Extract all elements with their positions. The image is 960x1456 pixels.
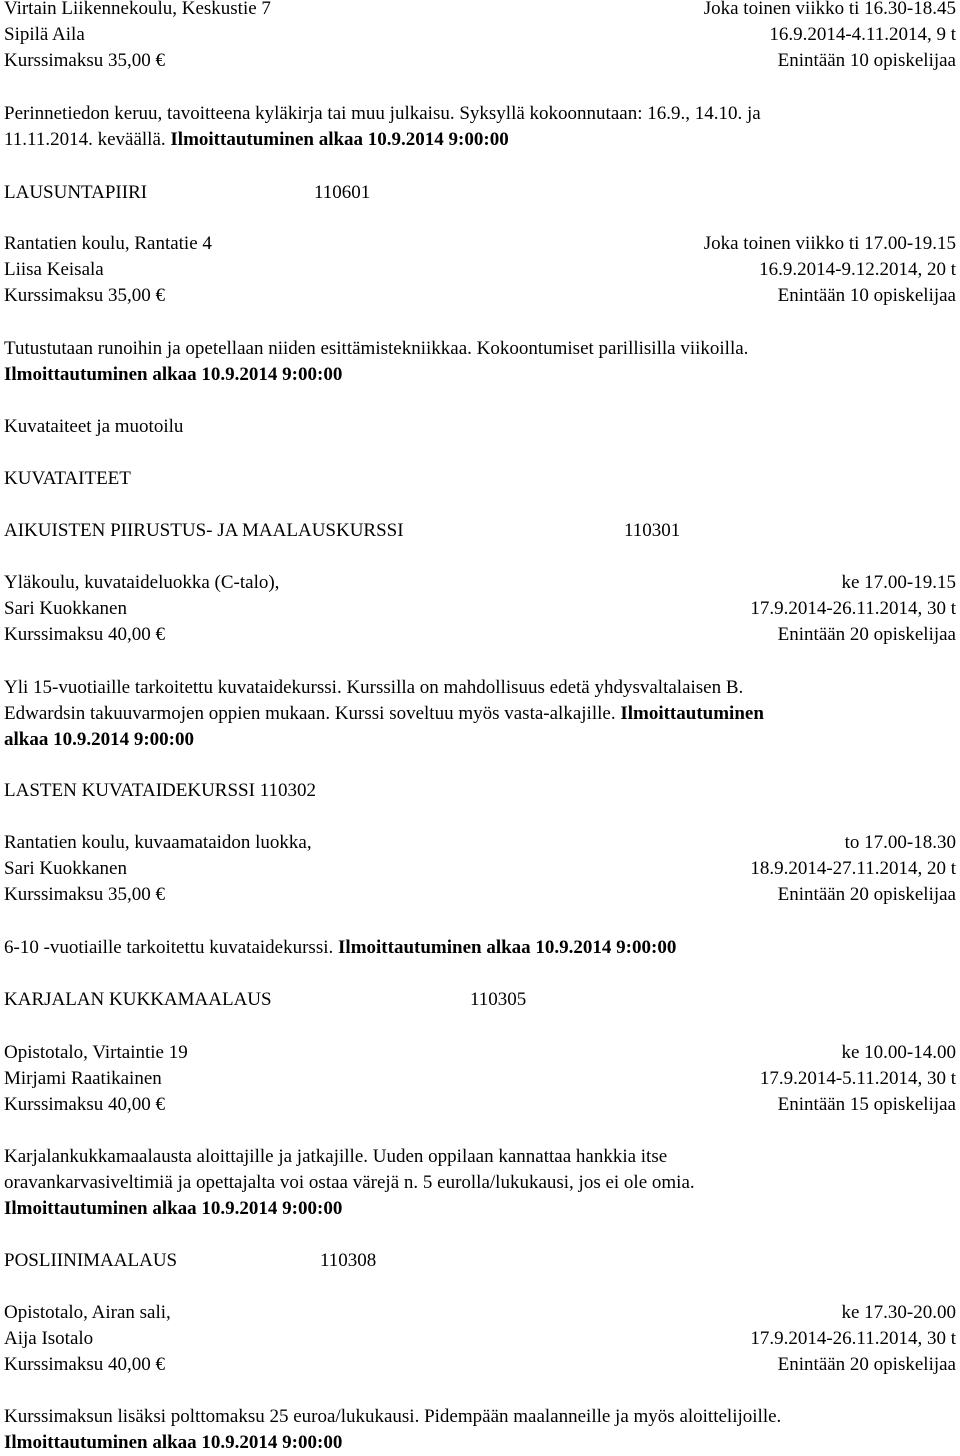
course-title-row <box>4 778 956 804</box>
description-line: oravankarvasiveltimiä ja opettajalta voi ostaa värejä n. 5 eurolla/lukukausi, jos ei ole omia. <box>4 1172 695 1193</box>
description-line: Tutustutaan runoihin ja opetellaan niiden esittämistekniikkaa. Kokoontumiset parillisilla viikoilla. <box>4 338 749 359</box>
course-dates: 17.9.2014-26.11.2014, 30 t <box>750 598 956 619</box>
description-line <box>4 727 956 753</box>
description-line <box>4 127 956 153</box>
subcategory-heading <box>4 466 956 492</box>
course-capacity: Enintään 20 opiskelijaa <box>777 884 956 905</box>
description-line: Karjalankukkamaalausta aloittajille ja jatkajille. Uuden oppilaan kannattaa hankkia itse <box>4 1146 668 1167</box>
description-line <box>4 701 956 727</box>
course-title: POSLIINIMAALAUS <box>4 1250 178 1271</box>
description-line <box>4 1430 956 1456</box>
course-schedule: Joka toinen viikko ti 16.30-18.45 <box>703 0 956 19</box>
course-description <box>4 935 956 961</box>
course-location: Opistotalo, Airan sali, <box>4 1302 171 1323</box>
course-location: Rantatien koulu, kuvaamataidon luokka, <box>4 832 312 853</box>
registration-info: Ilmoittautuminen alkaa 10.9.2014 9:00:00 <box>4 1198 343 1219</box>
course-info-row <box>4 622 956 648</box>
course-info-row <box>4 596 956 622</box>
course-title-text: LASTEN KUVATAIDEKURSSI <box>4 780 255 801</box>
course-title-row <box>4 180 956 206</box>
description-text: 11.11.2014. keväällä. <box>4 129 166 150</box>
course-schedule: ke 10.00-14.00 <box>841 1042 956 1063</box>
description-line: Yli 15-vuotiaille tarkoitettu kuvataidekurssi. Kurssilla on mahdollisuus edetä yhdysvaltalaisen B. <box>4 677 744 698</box>
course-info-row <box>4 1300 956 1326</box>
course-fee: Kurssimaksu 35,00 € <box>4 285 165 306</box>
course-capacity: Enintään 10 opiskelijaa <box>777 285 956 306</box>
course-capacity: Enintään 15 opiskelijaa <box>777 1094 956 1115</box>
course-location: Virtain Liikennekoulu, Keskustie 7 <box>4 0 271 19</box>
course-dates: 17.9.2014-5.11.2014, 30 t <box>759 1068 956 1089</box>
course-schedule: ke 17.00-19.15 <box>841 572 956 593</box>
course-code: 110308 <box>320 1250 377 1271</box>
course-title-row <box>4 987 956 1013</box>
course-description <box>4 1404 956 1456</box>
course-capacity: Enintään 10 opiskelijaa <box>777 50 956 71</box>
course-description <box>4 101 956 153</box>
description-line <box>4 935 956 961</box>
course-teacher: Aija Isotalo <box>4 1328 94 1349</box>
course-info-row <box>4 1066 956 1092</box>
course-schedule: Joka toinen viikko ti 17.00-19.15 <box>703 233 956 254</box>
course-fee: Kurssimaksu 40,00 € <box>4 624 165 645</box>
course-title <box>4 778 316 804</box>
course-schedule: to 17.00-18.30 <box>844 832 956 853</box>
course-location: Yläkoulu, kuvataideluokka (C-talo), <box>4 572 280 593</box>
category-title: Kuvataiteet ja muotoilu <box>4 416 184 437</box>
course-info-row <box>4 1040 956 1066</box>
course-description <box>4 1144 956 1222</box>
description-text: 6-10 -vuotiaille tarkoitettu kuvataidekurssi. <box>4 937 334 958</box>
course-info-row <box>4 1352 956 1378</box>
course-info-row <box>4 570 956 596</box>
course-info-row <box>4 856 956 882</box>
course-code: 110301 <box>624 520 681 541</box>
course-info-row <box>4 22 956 48</box>
course-info-row <box>4 882 956 908</box>
course-title: LAUSUNTAPIIRI <box>4 182 148 203</box>
course-info-row <box>4 830 956 856</box>
course-teacher: Mirjami Raatikainen <box>4 1068 162 1089</box>
registration-info: alkaa 10.9.2014 9:00:00 <box>4 729 194 750</box>
course-info-row <box>4 283 956 309</box>
course-code: 110302 <box>259 780 316 801</box>
course-capacity: Enintään 20 opiskelijaa <box>777 624 956 645</box>
course-code: 110601 <box>314 182 371 203</box>
course-dates: 18.9.2014-27.11.2014, 20 t <box>750 858 956 879</box>
registration-info: Ilmoittautuminen <box>620 703 764 724</box>
course-fee: Kurssimaksu 35,00 € <box>4 50 165 71</box>
course-teacher: Sipilä Aila <box>4 24 85 45</box>
course-title: KARJALAN KUKKAMAALAUS <box>4 989 272 1010</box>
registration-info: Ilmoittautuminen alkaa 10.9.2014 9:00:00 <box>338 937 677 958</box>
course-info-row <box>4 231 956 257</box>
course-teacher: Liisa Keisala <box>4 259 104 280</box>
course-fee: Kurssimaksu 40,00 € <box>4 1094 165 1115</box>
registration-info: Ilmoittautuminen alkaa 10.9.2014 9:00:00 <box>170 129 509 150</box>
course-dates: 16.9.2014-9.12.2014, 20 t <box>759 259 956 280</box>
course-teacher: Sari Kuokkanen <box>4 858 127 879</box>
course-title-row <box>4 518 956 544</box>
course-dates: 16.9.2014-4.11.2014, 9 t <box>769 24 956 45</box>
course-capacity: Enintään 20 opiskelijaa <box>777 1354 956 1375</box>
registration-info: Ilmoittautuminen alkaa 10.9.2014 9:00:00 <box>4 1432 343 1453</box>
course-location: Rantatien koulu, Rantatie 4 <box>4 233 212 254</box>
course-description <box>4 336 956 388</box>
course-info-row <box>4 1092 956 1118</box>
course-location: Opistotalo, Virtaintie 19 <box>4 1042 188 1063</box>
description-line: Perinnetiedon keruu, tavoitteena kyläkirja tai muu julkaisu. Syksyllä kokoonnutaan: 16.9., 14.10. ja <box>4 103 761 124</box>
category-heading <box>4 414 956 440</box>
course-teacher: Sari Kuokkanen <box>4 598 127 619</box>
course-fee: Kurssimaksu 40,00 € <box>4 1354 165 1375</box>
description-text: Edwardsin takuuvarmojen oppien mukaan. Kurssi soveltuu myös vasta-alkajille. <box>4 703 616 724</box>
description-line <box>4 362 956 388</box>
course-code: 110305 <box>470 989 527 1010</box>
course-dates: 17.9.2014-26.11.2014, 30 t <box>750 1328 956 1349</box>
description-line: Kurssimaksun lisäksi polttomaksu 25 euroa/lukukausi. Pidempään maalanneille ja myös aloittelijoille. <box>4 1406 782 1427</box>
course-info-row <box>4 0 956 22</box>
registration-info: Ilmoittautuminen alkaa 10.9.2014 9:00:00 <box>4 364 343 385</box>
course-fee: Kurssimaksu 35,00 € <box>4 884 165 905</box>
course-title: AIKUISTEN PIIRUSTUS- JA MAALAUSKURSSI <box>4 520 404 541</box>
course-title-row <box>4 1248 956 1274</box>
course-info-row <box>4 48 956 74</box>
course-info-row <box>4 257 956 283</box>
course-info-row <box>4 1326 956 1352</box>
subcategory-title: KUVATAITEET <box>4 468 131 489</box>
course-description <box>4 675 956 753</box>
description-line <box>4 1196 956 1222</box>
course-schedule: ke 17.30-20.00 <box>841 1302 956 1323</box>
